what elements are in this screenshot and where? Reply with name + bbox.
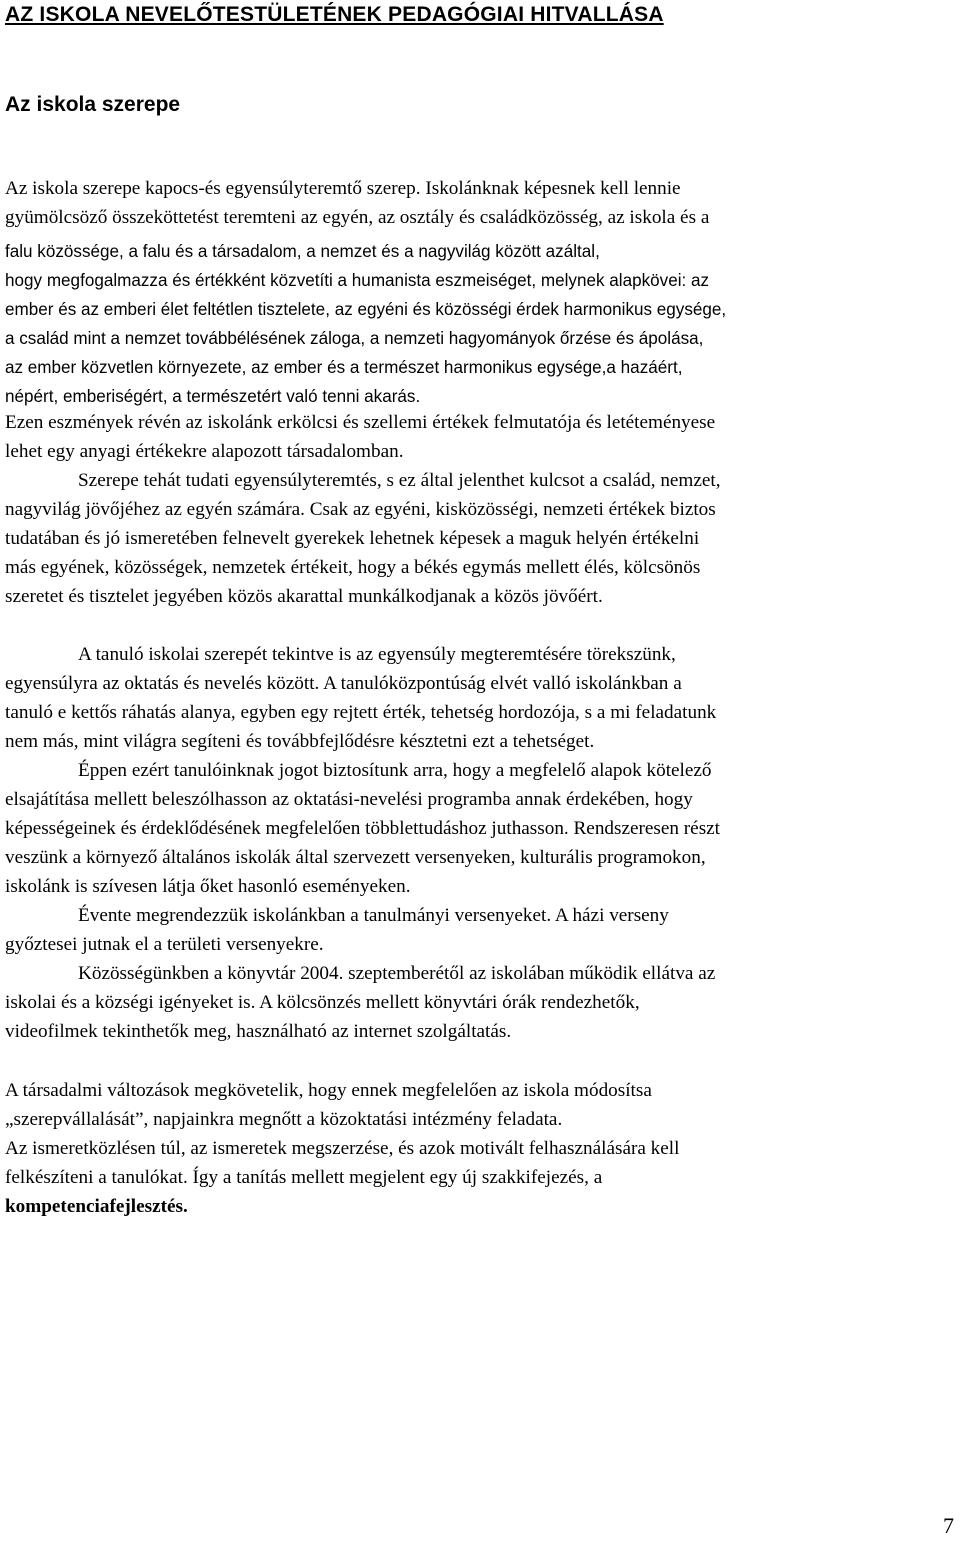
text-line: Évente megrendezzük iskolánkban a tanulmányi versenyeket. A házi verseny: [78, 905, 669, 926]
text-line: A tanuló iskolai szerepét tekintve is az egyensúly megteremtésére törekszünk,: [78, 644, 676, 665]
paragraph-block-1: [5, 174, 709, 232]
text-line: veszünk a környező általános iskolák által szervezett versenyeken, kulturális programokon,: [5, 847, 706, 868]
text-line: „szerepvállalását”, napjainkra megnőtt a közoktatási intézmény feladata.: [5, 1109, 563, 1130]
text-line: Ezen eszmények révén az iskolánk erkölcsi és szellemi értékek felmutatója és letéteményese: [5, 412, 716, 433]
text-line: iskolai és a községi igényeket is. A kölcsönzés mellett könyvtári órák rendezhetők,: [5, 992, 640, 1013]
text-line: elsajátítása mellett beleszólhasson az oktatási-nevelési programba annak érdekében, hogy: [5, 789, 693, 810]
page-number: 7: [943, 1513, 954, 1538]
text-line: győztesei jutnak el a területi versenyekre.: [5, 934, 324, 955]
text-line: lehet egy anyagi értékekre alapozott társadalomban.: [5, 441, 404, 462]
text-line: szeretet és tisztelet jegyében közös akarattal munkálkodjanak a közös jövőért.: [5, 586, 603, 607]
text-line: Közösségünkben a könyvtár 2004. szeptemberétől az iskolában működik ellátva az: [78, 963, 716, 984]
paragraph-block-5: [5, 1076, 679, 1221]
text-line: képességeinek és érdeklődésének megfelelően többlettudáshoz juthasson. Rendszeresen részt: [5, 818, 721, 839]
text-line: az ember közvetlen környezete, az ember és a természet harmonikus egysége,a hazáért,: [5, 358, 683, 377]
text-line: a család mint a nemzet továbbélésének záloga, a nemzeti hagyományok őrzése és ápolása,: [5, 329, 704, 348]
text-line: más egyének, közösségek, nemzetek értékeit, hogy a békés egymás mellett élés, kölcsönös: [5, 557, 701, 578]
text-line: gyümölcsöző összeköttetést teremteni az egyén, az osztály és családközösség, az iskola és a: [5, 207, 710, 228]
text-line: nagyvilág jövőjéhez az egyén számára. Csak az egyéni, kisközösségi, nemzeti értékek biztos: [5, 499, 716, 520]
text-line: Az iskola szerepe kapocs-és egyensúlyteremtő szerep. Iskolánknak képesnek kell lennie: [5, 178, 681, 199]
text-line: Szerepe tehát tudati egyensúlyteremtés, s ez által jelenthet kulcsot a család, nemzet,: [78, 470, 721, 491]
text-line: Éppen ezért tanulóinknak jogot biztosítunk arra, hogy a megfelelő alapok kötelező: [78, 760, 712, 781]
text-line: felkészíteni a tanulókat. Így a tanítás mellett megjelent egy új szakkifejezés, a: [5, 1167, 603, 1188]
text-line: ember és az emberi élet feltétlen tisztelete, az egyéni és közösségi érdek harmonikus egysége,: [5, 300, 727, 319]
paragraph-block-2: [5, 237, 726, 411]
text-line: tudatában és jó ismeretében felnevelt gyerekek lehetnek képesek a maguk helyén értékelni: [5, 528, 700, 549]
text-line: A társadalmi változások megkövetelik, hogy ennek megfelelően az iskola módosítsa: [5, 1080, 652, 1101]
text-line: Az ismeretközlésen túl, az ismeretek megszerzése, és azok motivált felhasználására kell: [5, 1138, 680, 1159]
text-line: iskolánk is szívesen látja őket hasonló eseményeken.: [5, 876, 411, 897]
paragraph-block-3: [5, 408, 721, 611]
text-line: nem más, mint világra segíteni és továbbfejlődésre késztetni ezt a tehetséget.: [5, 731, 595, 752]
text-line: egyensúlyra az oktatás és nevelés között. A tanulóközpontúság elvét valló iskolánkban a: [5, 673, 682, 694]
text-line: videofilmek tekinthetők meg, használható az internet szolgáltatás.: [5, 1021, 512, 1042]
text-line: falu közössége, a falu és a társadalom, a nemzet és a nagyvilág között azáltal,: [5, 242, 600, 261]
text-line-bold: kompetenciafejlesztés.: [5, 1196, 188, 1217]
text-line: hogy megfogalmazza és értékként közvetíti a humanista eszmeiséget, melynek alapkövei: az: [5, 271, 710, 290]
document-title: AZ ISKOLA NEVELŐTESTÜLETÉNEK PEDAGÓGIAI HITVALLÁSA: [5, 3, 664, 26]
paragraph-block-4: [5, 640, 720, 1046]
text-line: tanuló e kettős ráhatás alanya, egyben egy rejtett érték, tehetség hordozója, s a mi feladatunk: [5, 702, 717, 723]
text-line: népért, emberiségért, a természetért való tenni akarás.: [5, 387, 421, 406]
section-title: Az iskola szerepe: [5, 93, 181, 116]
